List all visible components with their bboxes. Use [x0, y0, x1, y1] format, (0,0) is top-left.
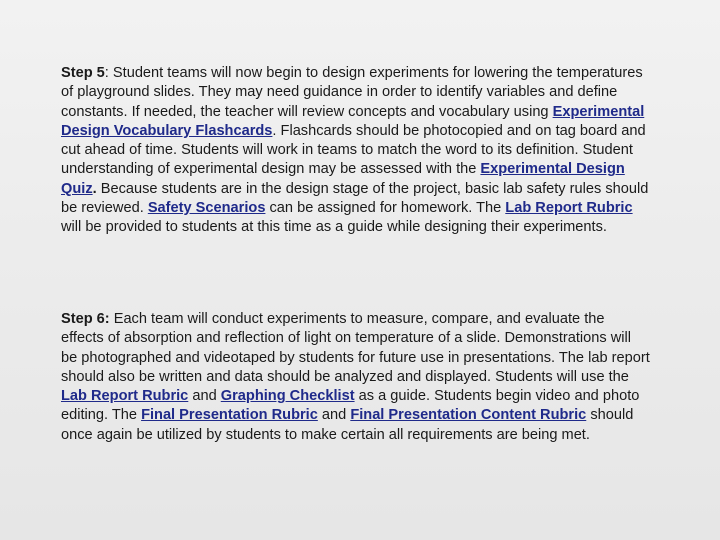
step-6-text: and: [317, 407, 351, 424]
step-6-text: as a guide. Students begin video and photo editing. The: [61, 388, 640, 424]
step-5-text: Because students are in the design stage of the project, basic lab safety rules should be reviewed.: [61, 180, 649, 217]
step-6-label: Step 6:: [61, 311, 110, 327]
safety-scenarios-link[interactable]: Safety Scenarios: [147, 200, 266, 217]
step-6-text: Each team will conduct experiments to measure, compare, and evaluate the effects of absorption and reflection of light on temperature of a slide. Demonstrations will be photographed and videotaped by students for future use in presentations. The lab report should also be written and data should be analyzed and displayed. Students will use the: [61, 311, 650, 385]
step-5-text: can be assigned for homework. The: [265, 200, 506, 217]
graphing-checklist-link[interactable]: Graphing Checklist: [220, 388, 355, 405]
step-5-text: . Flashcards should be photocopied and on tag board and cut ahead of time. Students will work in teams to match the word to its definition. Student understanding of experimental design may be assessed with the: [61, 122, 646, 178]
lab-report-rubric-link[interactable]: Lab Report Rubric: [505, 200, 633, 217]
lab-report-rubric-link[interactable]: Lab Report Rubric: [61, 388, 189, 405]
step-5-label: Step 5: [61, 65, 105, 81]
step-5-text: will be provided to students at this time as a guide while designing their experiments.: [61, 219, 607, 236]
final-presentation-content-rubric-link[interactable]: Final Presentation Content Rubric: [350, 407, 587, 424]
experimental-design-quiz-link[interactable]: Experimental Design Quiz: [61, 161, 625, 197]
step-5-text: .: [92, 180, 97, 197]
step-6-paragraph: [61, 310, 651, 445]
step-6-text: and: [188, 388, 221, 405]
step-6-text: should once again be utilized by students to make certain all requirements are being met.: [61, 407, 634, 443]
step-5-paragraph: [61, 64, 651, 238]
vocabulary-flashcards-link[interactable]: Experimental Design Vocabulary Flashcards: [61, 103, 645, 139]
step-5-text: Student teams will now begin to design experiments for lowering the temperatures of playground slides. They may need guidance in order to identify variables and define constants. If needed, the teacher will review concepts and vocabulary using: [61, 65, 643, 120]
step-5-label-colon: :: [104, 65, 109, 81]
final-presentation-rubric-link[interactable]: Final Presentation Rubric: [141, 407, 318, 424]
